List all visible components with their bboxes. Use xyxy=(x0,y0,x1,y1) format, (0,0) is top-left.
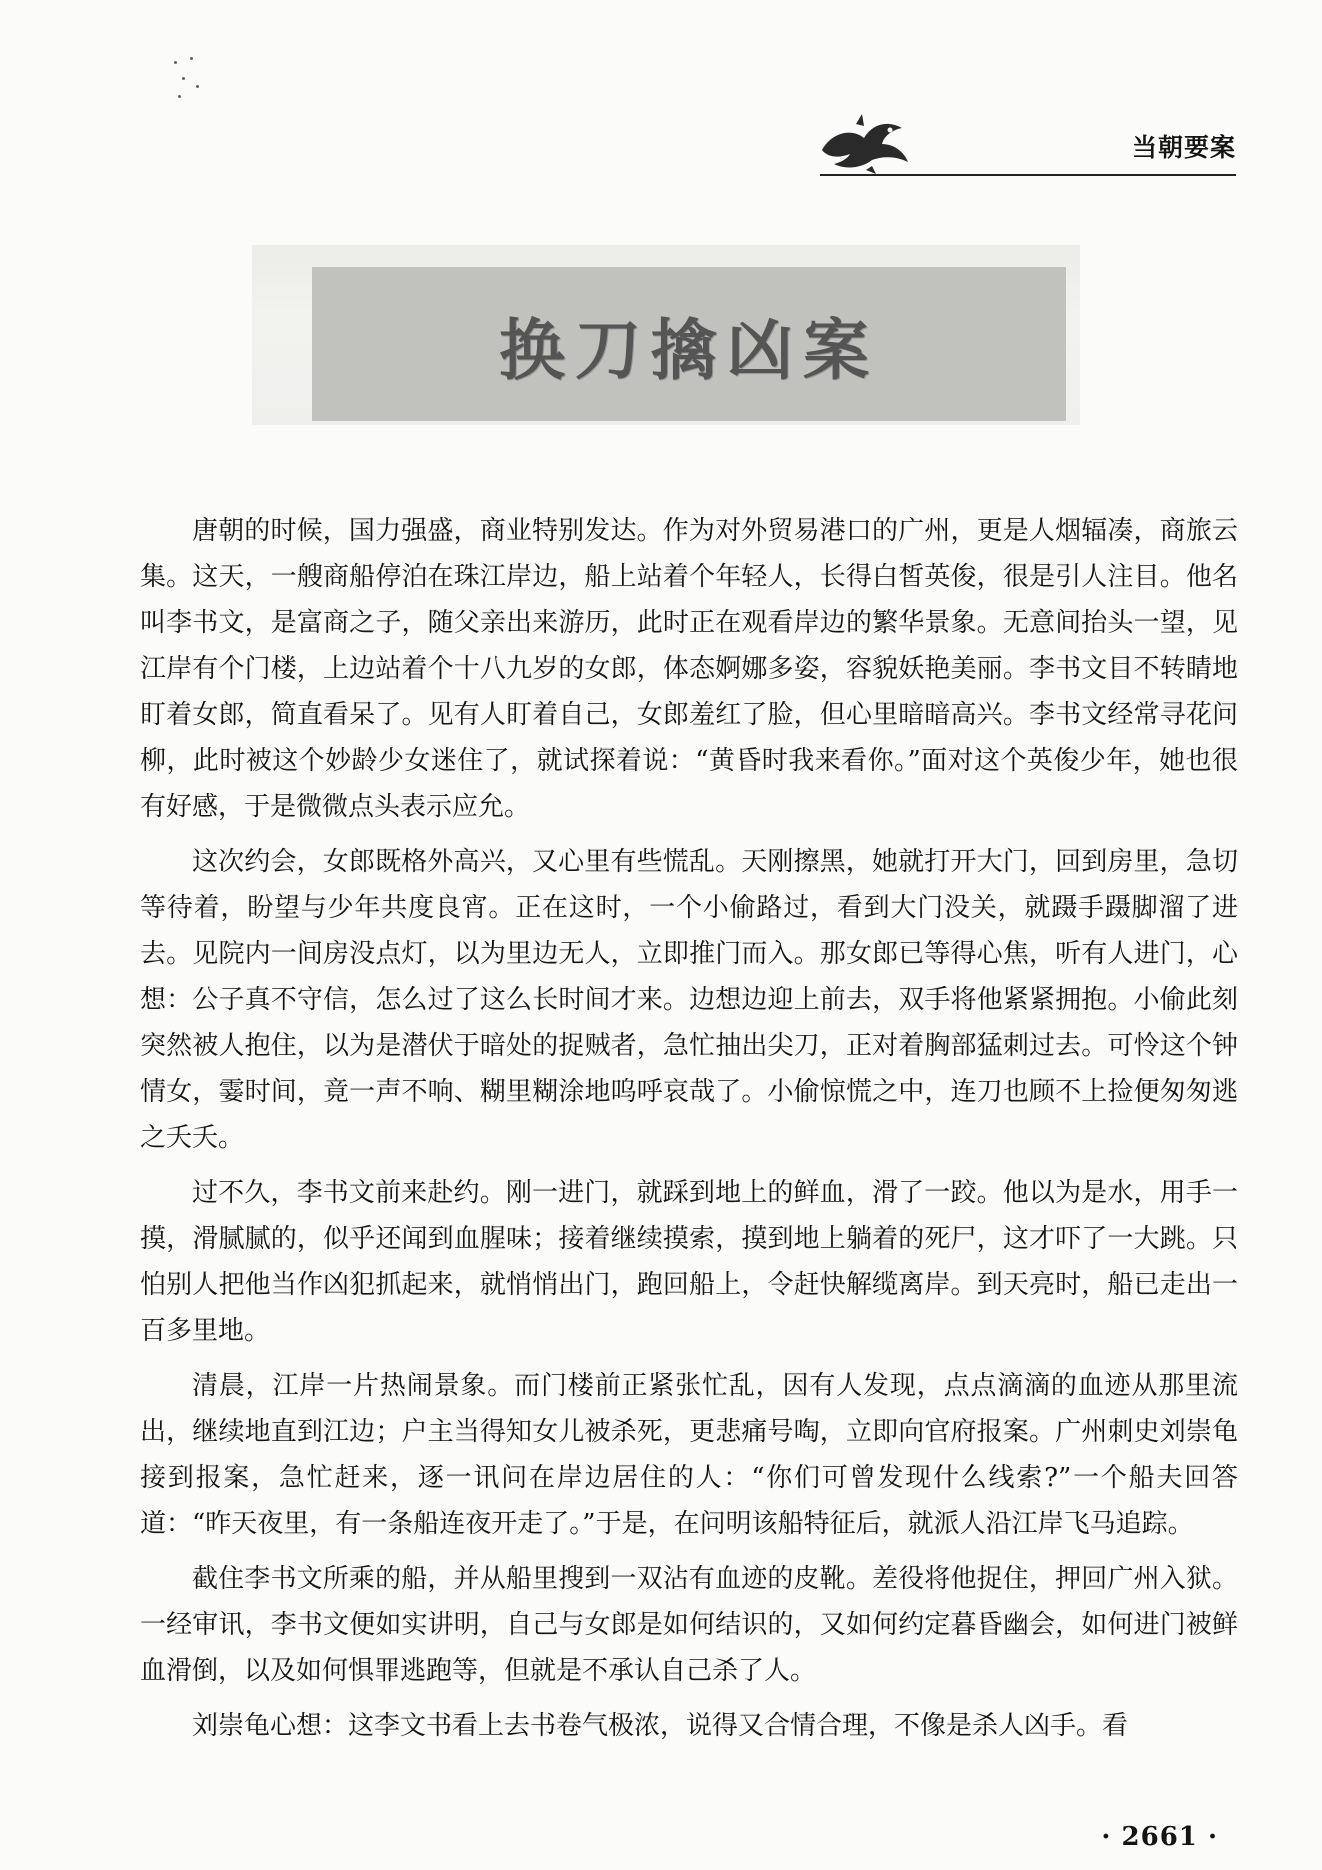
header-rule xyxy=(820,174,1236,176)
scan-specks xyxy=(170,55,210,105)
dragon-emblem-icon xyxy=(812,110,912,174)
section-title: 当朝要案 xyxy=(1131,133,1236,162)
article-body xyxy=(140,508,1238,1758)
page-number: · 2661 · xyxy=(1101,1822,1218,1852)
article-title: 换刀擒凶案 xyxy=(499,310,879,389)
paragraph: 过不久，李书文前来赴约。刚一进门，就踩到地上的鲜血，滑了一跤。他以为是水，用手一摸，滑腻腻的，似乎还闻到血腥味；接着继续摸索，摸到地上躺着的死尸，这才吓了一大跳。只怕别人把他当作凶犯抓起来，就悄悄出门，跑回船上，令赶快解缆离岸。到天亮时，船已走出一百多里地。 xyxy=(140,1178,1238,1346)
paragraph: 刘崇龟心想：这李文书看上去书卷气极浓，说得又合情合理，不像是杀人凶手。看 xyxy=(192,1711,1129,1741)
title-box xyxy=(312,267,1066,421)
paragraph: 截住李书文所乘的船，并从船里搜到一双沾有血迹的皮靴。差役将他捉住，押回广州入狱。一经审讯，李书文便如实讲明，自己与女郎是如何结识的，又如何约定暮昏幽会，如何进门被鲜血滑倒，以及如何惧罪逃跑等，但就是不承认自己杀了人。 xyxy=(140,1564,1238,1686)
paragraph: 这次约会，女郎既格外高兴，又心里有些慌乱。天刚擦黑，她就打开大门，回到房里，急切等待着，盼望与少年共度良宵。正在这时，一个小偷路过，看到大门没关，就蹑手蹑脚溜了进去。见院内一间房没点灯，以为里边无人，立即推门而入。那女郎已等得心焦，听有人进门，心想：公子真不守信，怎么过了这么长时间才来。边想边迎上前去，双手将他紧紧拥抱。小偷此刻突然被人抱住，以为是潜伏于暗处的捉贼者，急忙抽出尖刀，正对着胸部猛刺过去。可怜这个钟情女，霎时间，竟一声不响、糊里糊涂地呜呼哀哉了。小偷惊慌之中，连刀也顾不上捡便匆匆逃之夭夭。 xyxy=(140,847,1238,1153)
paragraph: 唐朝的时候，国力强盛，商业特别发达。作为对外贸易港口的广州，更是人烟辐凑，商旅云集。这天，一艘商船停泊在珠江岸边，船上站着个年轻人，长得白皙英俊，很是引人注目。他名叫李书文，是富商之子，随父亲出来游历，此时正在观看岸边的繁华景象。无意间抬头一望，见江岸有个门楼，上边站着个十八九岁的女郎，体态婀娜多姿，容貌妖艳美丽。李书文目不转睛地盯着女郎，简直看呆了。见有人盯着自己，女郎羞红了脸，但心里暗暗高兴。李书文经常寻花问柳，此时被这个妙龄少女迷住了，就试探着说：“黄昏时我来看你。”面对这个英俊少年，她也很有好感，于是微微点头表示应允。 xyxy=(140,516,1238,822)
paragraph: 清晨，江岸一片热闹景象。而门楼前正紧张忙乱，因有人发现，点点滴滴的血迹从那里流出，继续地直到江边；户主当得知女儿被杀死，更悲痛号啕，立即向官府报案。广州刺史刘崇龟接到报案，急忙赶来，逐一讯问在岸边居住的人：“你们可曾发现什么线索?”一个船夫回答道：“昨天夜里，有一条船连夜开走了。”于是，在问明该船特征后，就派人沿江岸飞马追踪。 xyxy=(140,1371,1238,1539)
